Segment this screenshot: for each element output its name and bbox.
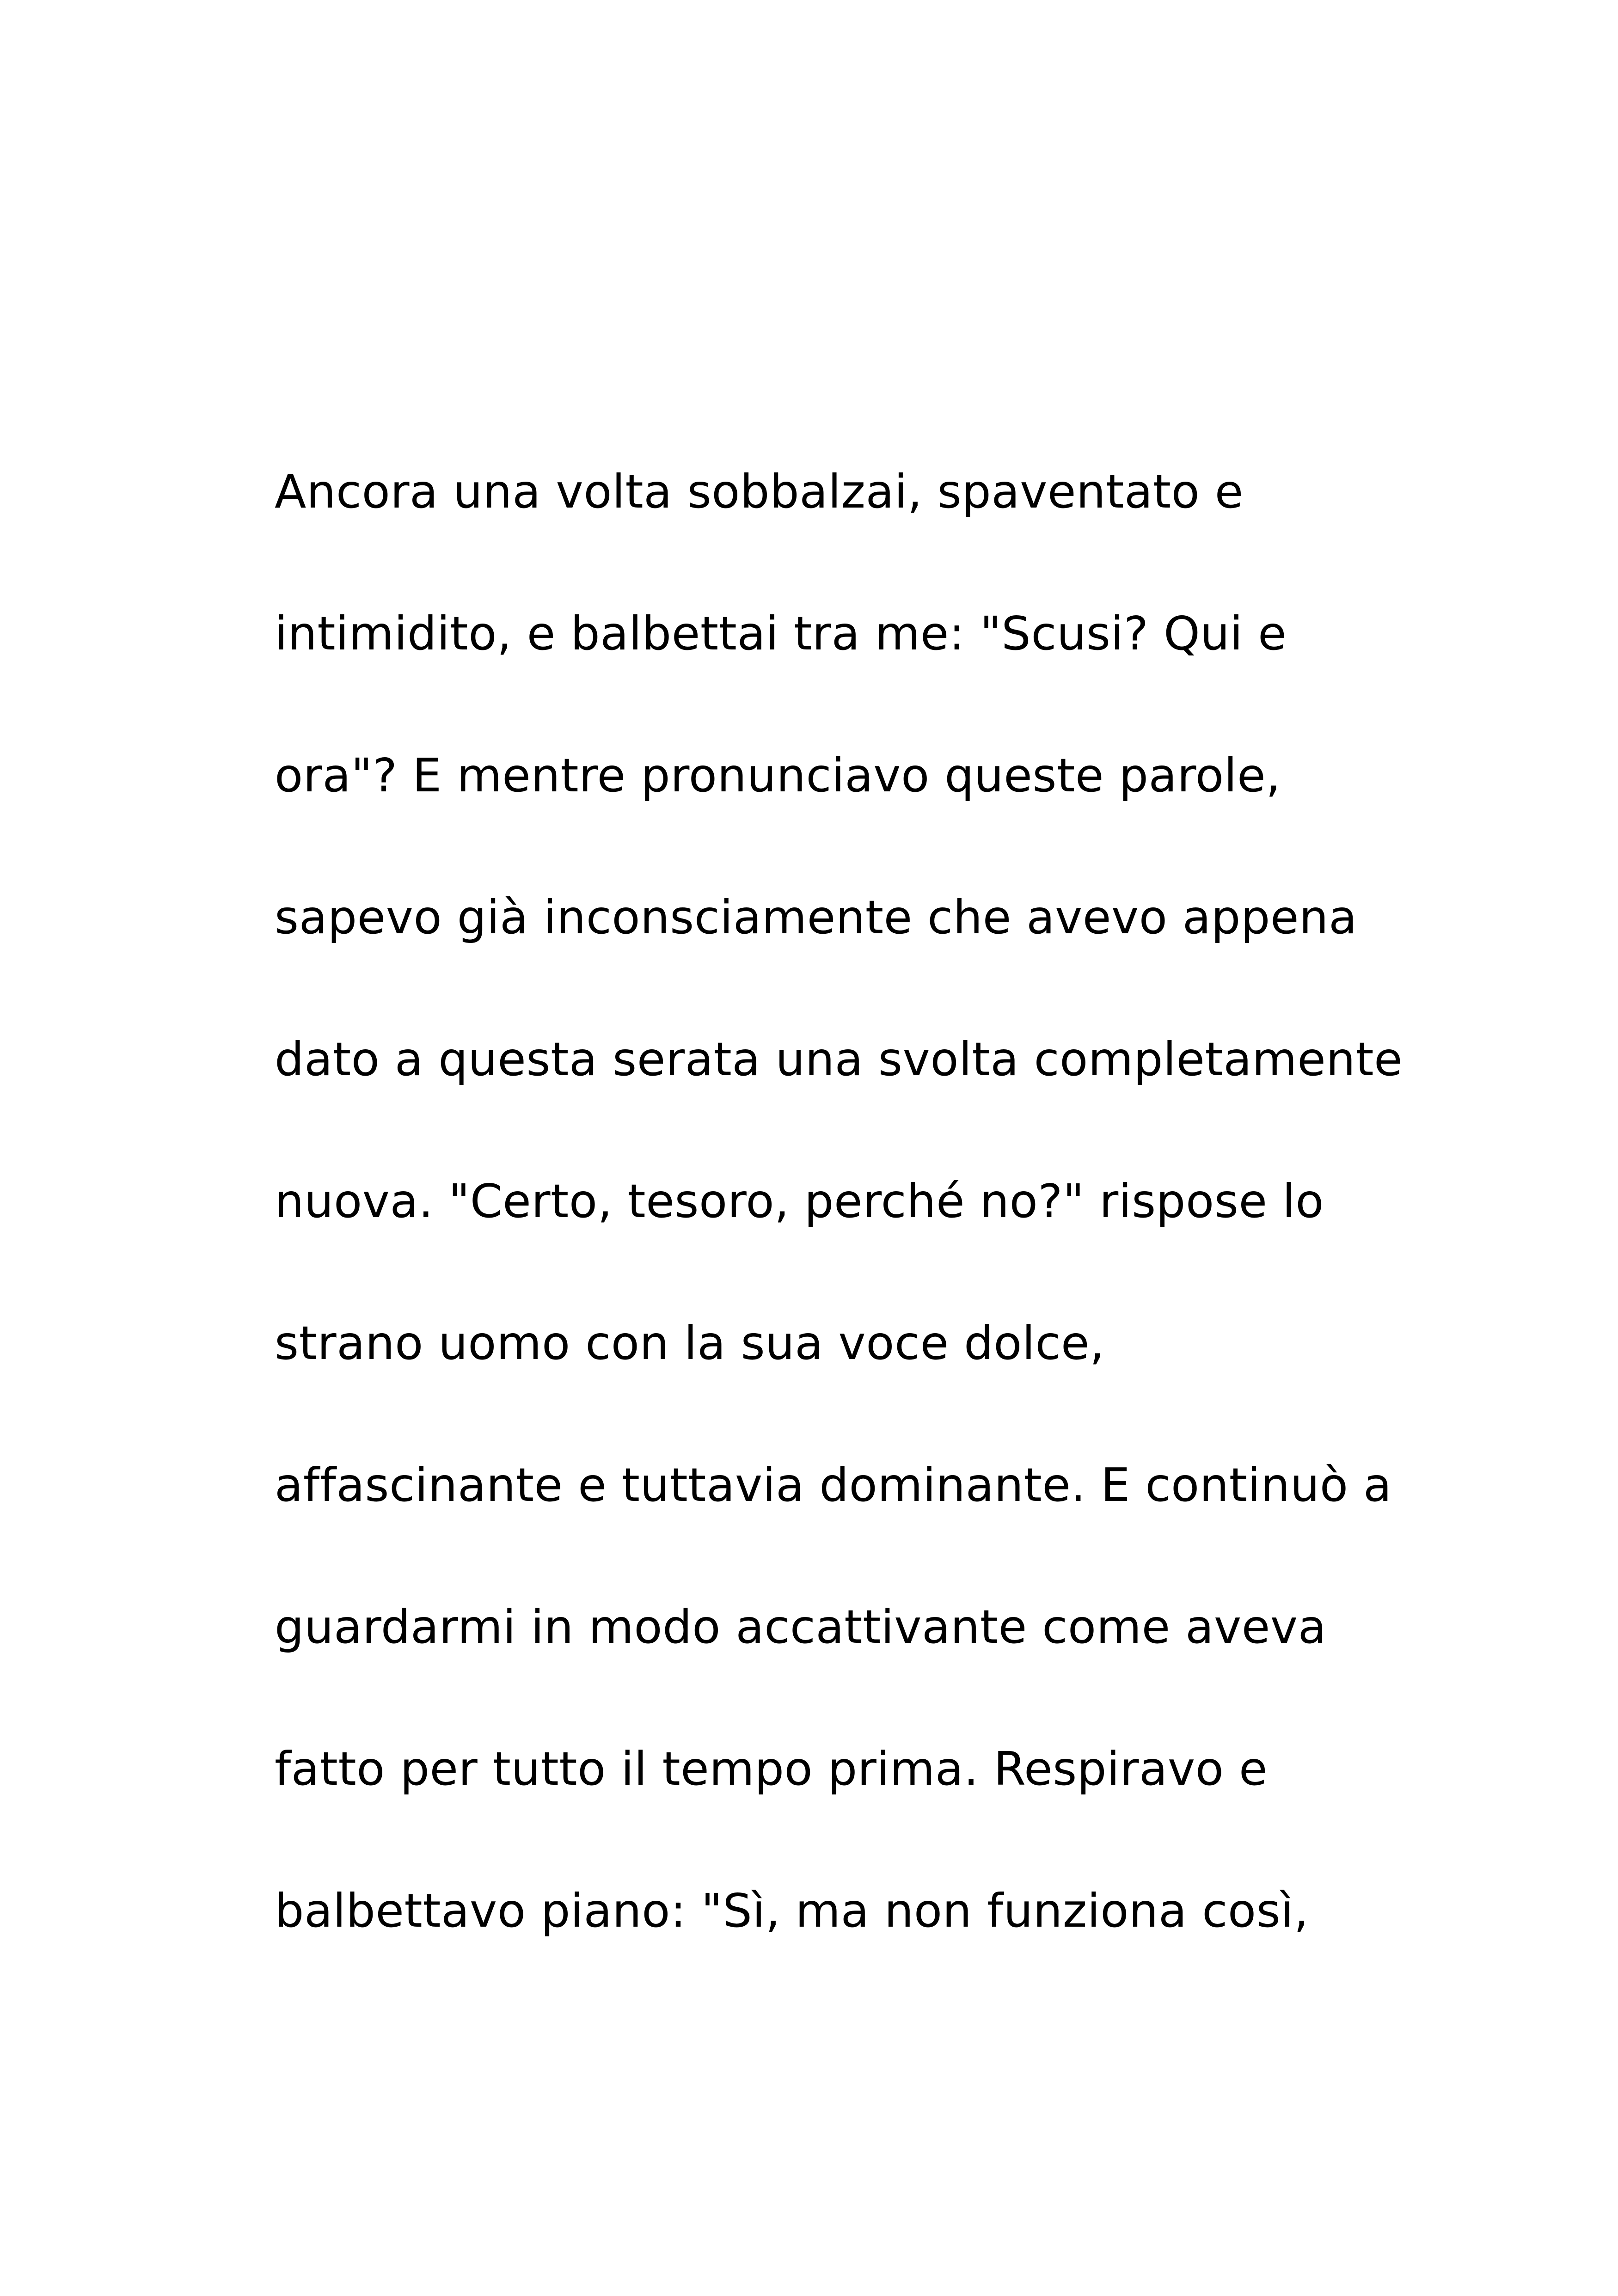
text-line-8: affascinante e tuttavia dominante. E continuò a (275, 1458, 1392, 1512)
text-line-7: strano uomo con la sua voce dolce, (275, 1316, 1105, 1370)
text-line-6: nuova. "Certo, tesoro, perché no?" rispose lo (275, 1174, 1324, 1228)
body-text (275, 435, 1477, 1996)
text-line-5: dato a questa serata una svolta completamente (275, 1032, 1403, 1086)
text-line-11: balbettavo piano: "Sì, ma non funziona così, (275, 1884, 1309, 1938)
text-line-1: Ancora una volta sobbalzai, spaventato e (275, 465, 1244, 519)
text-line-9: guardarmi in modo accattivante come aveva (275, 1600, 1327, 1654)
text-line-3: ora"? E mentre pronunciavo queste parole, (275, 748, 1281, 802)
text-line-2: intimidito, e balbettai tra me: "Scusi? Qui e (275, 606, 1287, 661)
text-line-10: fatto per tutto il tempo prima. Respiravo e (275, 1742, 1268, 1796)
text-line-4: sapevo già inconsciamente che avevo appena (275, 890, 1357, 944)
